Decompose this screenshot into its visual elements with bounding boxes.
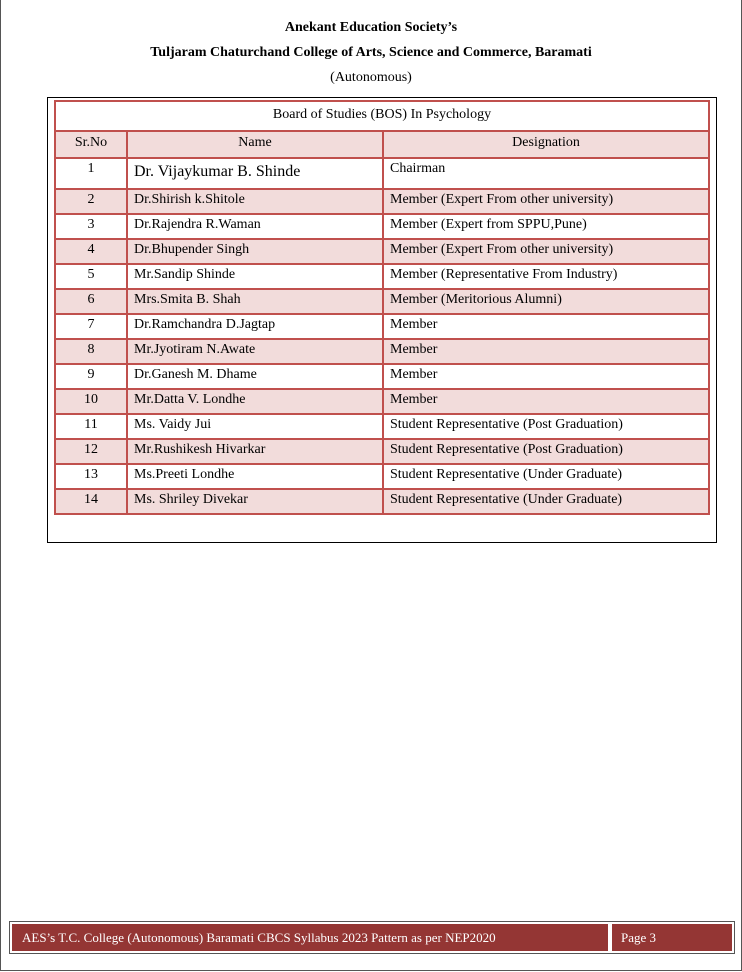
column-header-name: Name [127,131,383,158]
cell-name: Ms. Shriley Divekar [127,489,383,514]
cell-designation: Member (Meritorious Alumni) [383,289,709,314]
cell-sr-no: 14 [55,489,127,514]
bos-table-frame [47,97,717,543]
table-row [55,364,709,389]
cell-sr-no: 4 [55,239,127,264]
cell-name: Mr.Jyotiram N.Awate [127,339,383,364]
cell-sr-no: 3 [55,214,127,239]
cell-name: Mr.Rushikesh Hivarkar [127,439,383,464]
table-row [55,414,709,439]
cell-designation: Member [383,339,709,364]
table-row [55,239,709,264]
autonomous-label: (Autonomous) [330,70,412,85]
document-header [0,18,742,88]
table-row [55,214,709,239]
cell-sr-no: 12 [55,439,127,464]
society-name: Anekant Education Society’s [284,20,458,35]
cell-name: Ms.Preeti Londhe [127,464,383,489]
table-row [55,189,709,214]
cell-sr-no: 1 [55,158,127,189]
bos-table [54,100,710,515]
cell-designation: Student Representative (Under Graduate) [383,489,709,514]
column-header-sr-no: Sr.No [55,131,127,158]
table-title: Board of Studies (BOS) In Psychology [55,101,709,131]
cell-sr-no: 5 [55,264,127,289]
cell-sr-no: 8 [55,339,127,364]
table-row [55,489,709,514]
footer-page-number: Page 3 [610,924,732,951]
cell-designation: Member (Expert From other university) [383,189,709,214]
cell-sr-no: 11 [55,414,127,439]
cell-sr-no: 7 [55,314,127,339]
table-row [55,439,709,464]
cell-designation: Member (Expert from SPPU,Pune) [383,214,709,239]
page-footer [9,921,735,954]
cell-designation: Member [383,364,709,389]
cell-name: Mrs.Smita B. Shah [127,289,383,314]
cell-name: Dr.Rajendra R.Waman [127,214,383,239]
table-row [55,464,709,489]
cell-sr-no: 10 [55,389,127,414]
table-header-row [55,131,709,158]
cell-sr-no: 2 [55,189,127,214]
cell-sr-no: 13 [55,464,127,489]
cell-name: Ms. Vaidy Jui [127,414,383,439]
cell-designation: Student Representative (Under Graduate) [383,464,709,489]
cell-designation: Member (Representative From Industry) [383,264,709,289]
cell-name: Dr. Vijaykumar B. Shinde [127,158,383,189]
table-row [55,314,709,339]
cell-designation: Student Representative (Post Graduation) [383,414,709,439]
cell-name: Dr.Bhupender Singh [127,239,383,264]
table-row [55,289,709,314]
cell-designation: Member [383,314,709,339]
table-row [55,339,709,364]
table-row [55,158,709,189]
cell-designation: Member (Expert From other university) [383,239,709,264]
table-row [55,389,709,414]
college-name: Tuljaram Chaturchand College of Arts, Science and Commerce, Baramati [150,45,592,60]
cell-name: Mr.Sandip Shinde [127,264,383,289]
cell-name: Dr.Ganesh M. Dhame [127,364,383,389]
cell-sr-no: 6 [55,289,127,314]
column-header-designation: Designation [383,131,709,158]
table-row [55,264,709,289]
cell-designation: Chairman [383,158,709,189]
cell-name: Mr.Datta V. Londhe [127,389,383,414]
cell-designation: Member [383,389,709,414]
cell-sr-no: 9 [55,364,127,389]
cell-name: Dr.Ramchandra D.Jagtap [127,314,383,339]
footer-syllabus-text: AES’s T.C. College (Autonomous) Baramati CBCS Syllabus 2023 Pattern as per NEP2020 [12,924,608,951]
cell-name: Dr.Shirish k.Shitole [127,189,383,214]
table-title-row [55,101,709,131]
cell-designation: Student Representative (Post Graduation) [383,439,709,464]
